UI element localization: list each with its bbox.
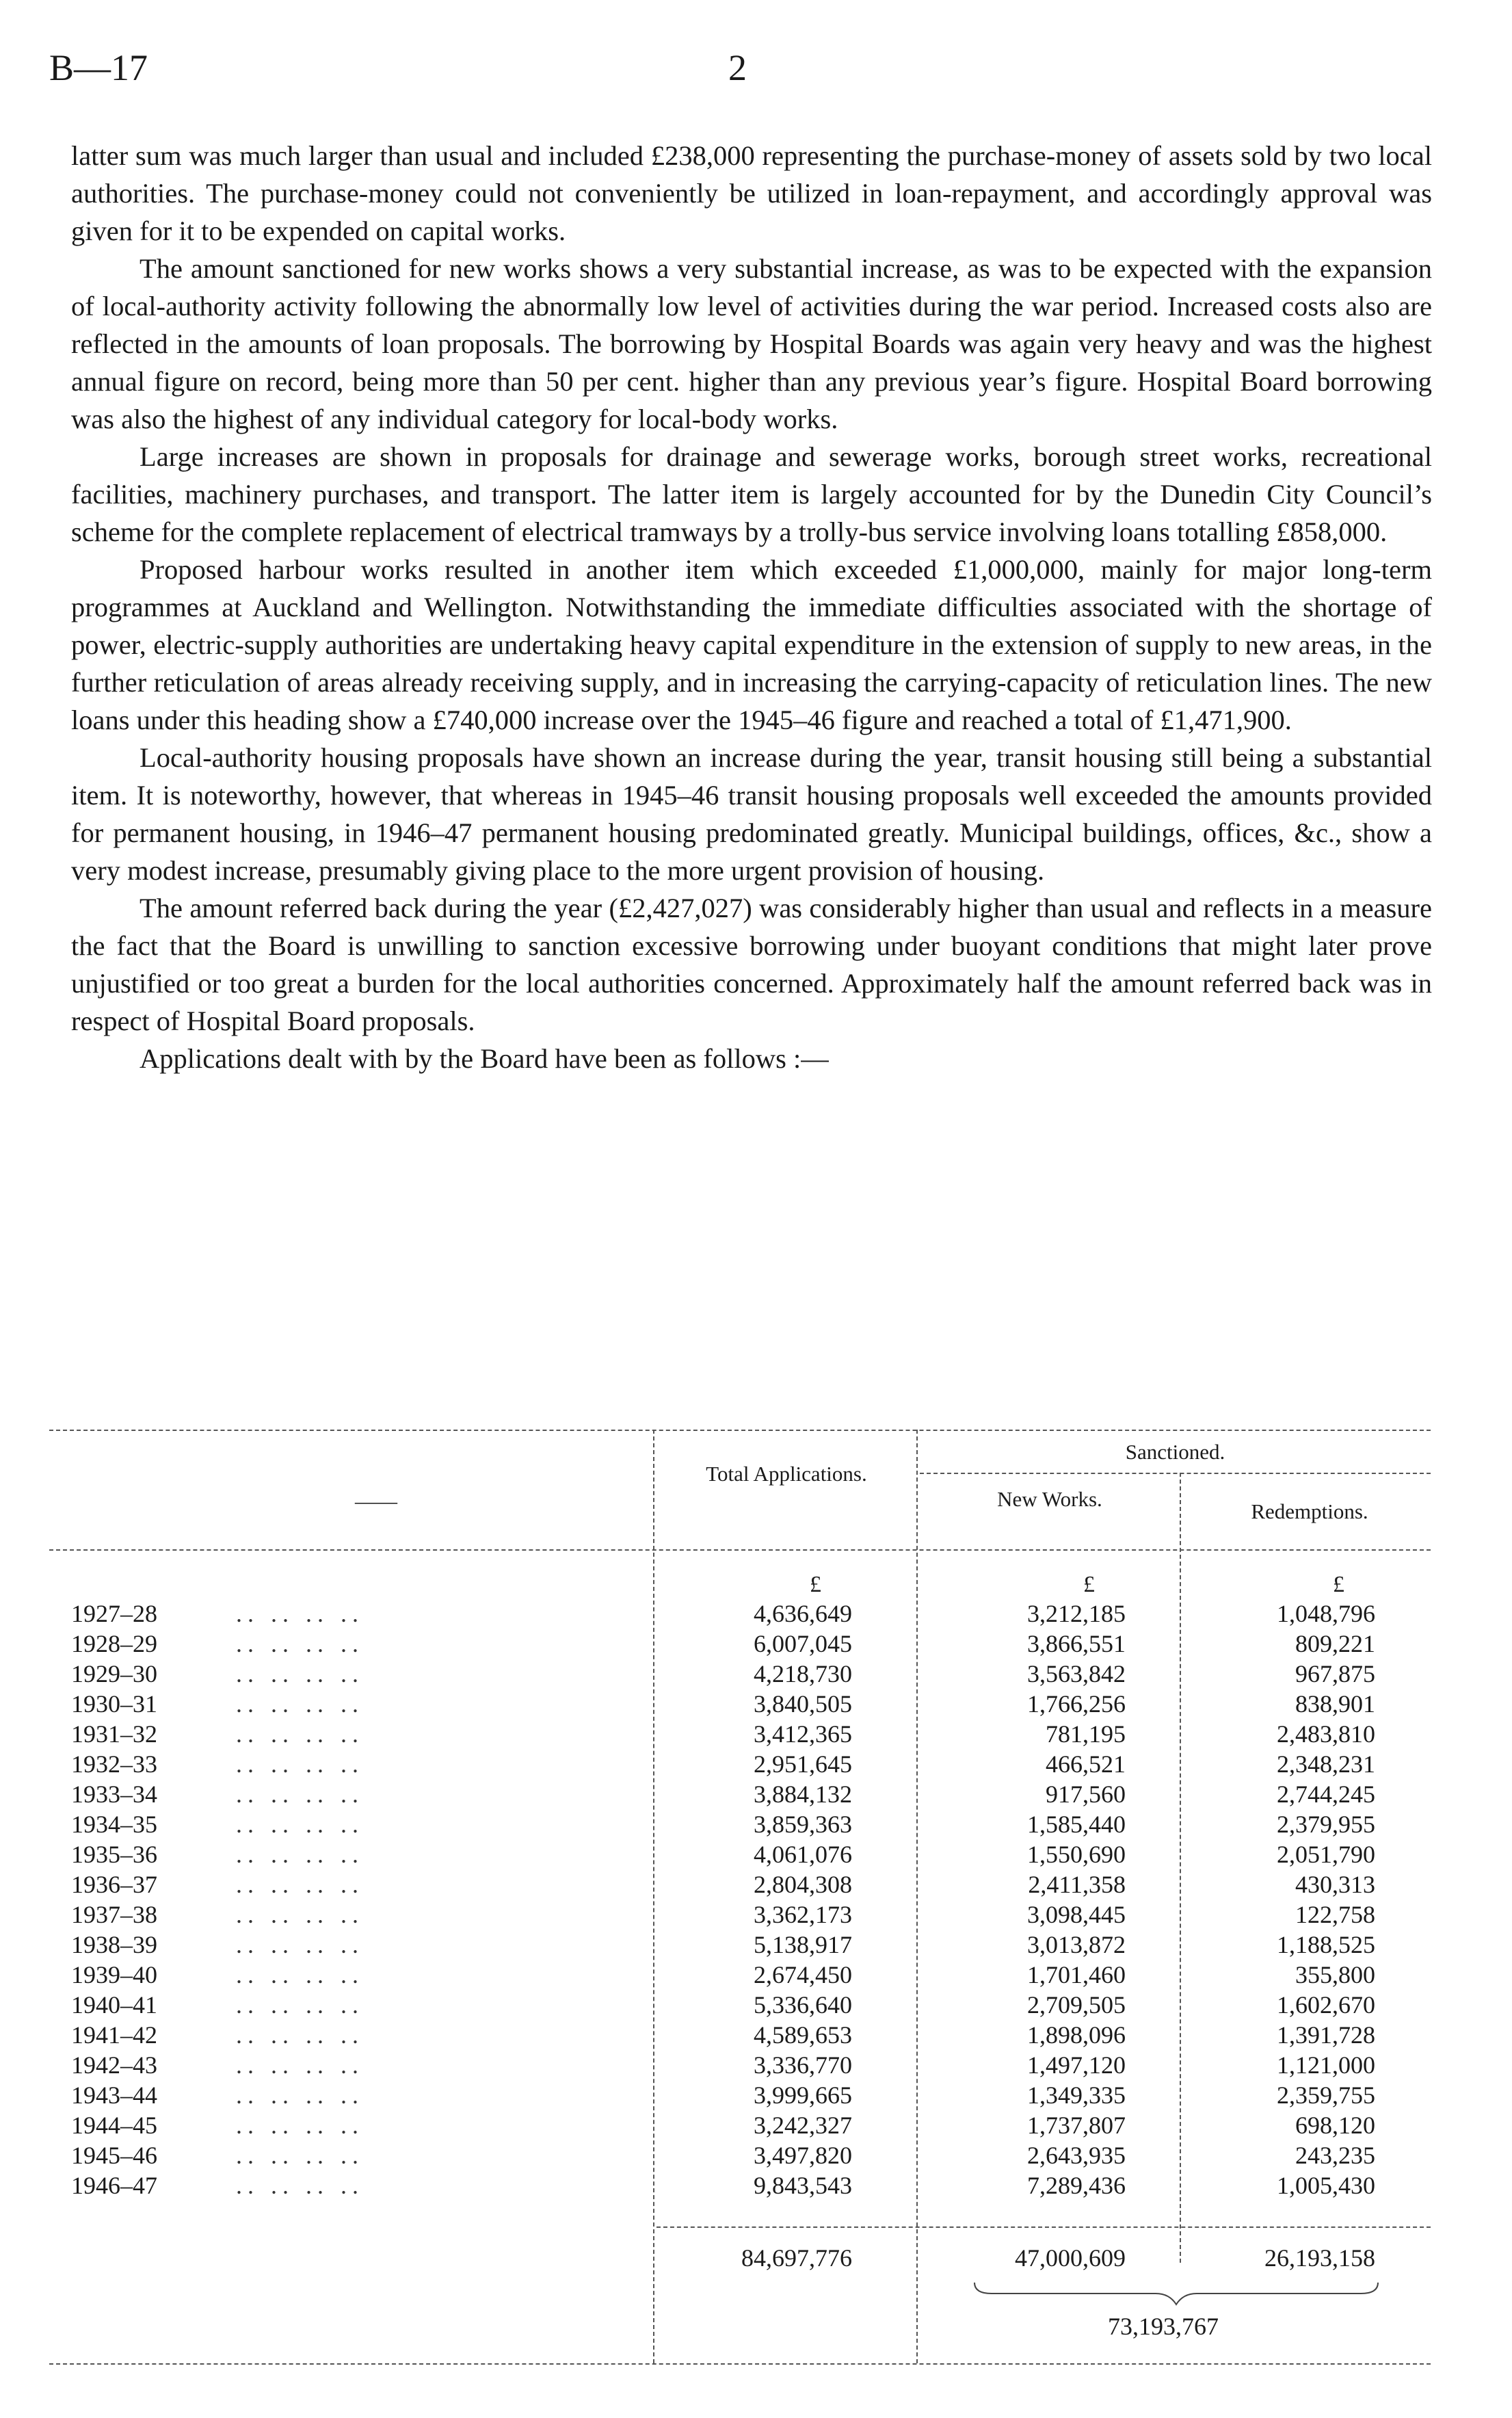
- year-cell: 1945–46: [71, 2142, 157, 2169]
- paragraph: latter sum was much larger than usual and included £238,000 representing the purchase-money of assets sold by two local authorities. The purchase-money could not conveniently be utilized in loan-repayment, and accordingly approval was given for it to be expended on capital works.: [71, 140, 1432, 246]
- new-works-cell: 2,709,505: [1027, 1991, 1126, 2019]
- paragraph: Local-authority housing proposals have shown an increase during the year, transit housing still being a substantial item. It is noteworthy, however, that whereas in 1945–46 transit housing proposals well exceeded the amounts provided for permanent housing, in 1946–47 permanent housing predominated greatly. Municipal buildings, offices, &c., show a very modest increase, presumably giving place to the more urgent provision of housing.: [71, 742, 1432, 886]
- total-cell: 3,840,505: [754, 1690, 852, 1718]
- total-cell: 3,999,665: [754, 2081, 852, 2109]
- table-row: [0, 2111, 1512, 2141]
- total-cell: 3,242,327: [754, 2112, 852, 2139]
- table-row: [0, 1900, 1512, 1930]
- leader-dots: .. .. .. ..: [236, 1811, 364, 1838]
- leader-dots: .. .. .. ..: [236, 1690, 364, 1718]
- table-row: [0, 1629, 1512, 1659]
- page-number: 2: [728, 47, 747, 88]
- redemptions-cell: 2,359,755: [1277, 2081, 1375, 2109]
- year-cell: 1939–40: [71, 1961, 157, 1988]
- table-row: [0, 1720, 1512, 1750]
- total-cell: 4,636,649: [754, 1600, 852, 1627]
- leader-dots: .. .. .. ..: [236, 1600, 364, 1627]
- redemptions-cell: 1,048,796: [1277, 1600, 1375, 1627]
- year-cell: 1936–37: [71, 1871, 157, 1898]
- new-works-cell: 3,563,842: [1027, 1660, 1126, 1687]
- table-row: [0, 1599, 1512, 1629]
- year-cell: 1927–28: [71, 1600, 157, 1627]
- leader-dots: .. .. .. ..: [236, 2021, 364, 2049]
- table-row: [0, 2021, 1512, 2051]
- table-row: [0, 1659, 1512, 1690]
- body-text: [71, 137, 1432, 1077]
- year-column-header: ——: [355, 1489, 397, 1513]
- paragraph: Proposed harbour works resulted in another item which exceeded £1,000,000, mainly for major long-term programmes at Auckland and Wellington. Notwithstanding the immediate difficulties associated with the shortage of power, electric-supply authorities are undertaking heavy capital expenditure in the extension of supply to new areas, in the further reticulation of areas already receiving supply, and in increasing the carrying-capacity of reticulation lines. The new loans under this heading show a £740,000 increase over the 1945–46 figure and reached a total of £1,471,900.: [71, 554, 1432, 735]
- redemptions-cell: 1,391,728: [1277, 2021, 1375, 2049]
- table-top-rule: [49, 1430, 1431, 1431]
- redemptions-cell: 2,379,955: [1277, 1811, 1375, 1838]
- leader-dots: .. .. .. ..: [236, 1720, 364, 1748]
- new-works-cell: 781,195: [1046, 1720, 1126, 1748]
- paragraph: Large increases are shown in proposals for drainage and sewerage works, borough street works, recreational facilities, machinery purchases, and transport. The latter item is largely accounted for by the Dunedin City Council’s scheme for the complete replacement of electrical tramways by a trolly-bus service involving loans totalling £858,000.: [71, 441, 1432, 547]
- redemptions-cell: 430,313: [1295, 1871, 1375, 1898]
- total-cell: 2,951,645: [754, 1750, 852, 1778]
- redemptions-cell: 122,758: [1295, 1901, 1375, 1928]
- table-row: [0, 1690, 1512, 1720]
- year-cell: 1946–47: [71, 2172, 157, 2199]
- table-row: [0, 1840, 1512, 1870]
- new-works-cell: 3,212,185: [1027, 1600, 1126, 1627]
- total-cell: 4,218,730: [754, 1660, 852, 1687]
- new-works-sum: 47,000,609: [1015, 2244, 1126, 2272]
- table-row: [0, 1810, 1512, 1840]
- table-bottom-rule: [49, 2363, 1431, 2365]
- redemptions-cell: 838,901: [1295, 1690, 1375, 1718]
- table-row: [0, 1990, 1512, 2021]
- header-bottom-rule: [49, 1549, 1431, 1551]
- table-row: [0, 1750, 1512, 1780]
- unit-label: £: [1333, 1572, 1344, 1597]
- redemptions-cell: 967,875: [1295, 1660, 1375, 1687]
- redemptions-header: Redemptions.: [1251, 1499, 1368, 1523]
- total-cell: 3,884,132: [754, 1780, 852, 1808]
- redemptions-cell: 1,005,430: [1277, 2172, 1375, 2199]
- unit-label: £: [810, 1572, 821, 1597]
- total-cell: 9,843,543: [754, 2172, 852, 2199]
- year-cell: 1938–39: [71, 1931, 157, 1958]
- leader-dots: .. .. .. ..: [236, 1630, 364, 1657]
- redemptions-cell: 1,121,000: [1277, 2051, 1375, 2079]
- leader-dots: .. .. .. ..: [236, 1660, 364, 1687]
- new-works-cell: 1,898,096: [1027, 2021, 1126, 2049]
- total-cell: 6,007,045: [754, 1630, 852, 1657]
- redemptions-cell: 1,602,670: [1277, 1991, 1375, 2019]
- new-works-cell: 1,585,440: [1027, 1811, 1126, 1838]
- table-row: [0, 1930, 1512, 1960]
- paragraph: The amount referred back during the year (£2,427,027) was considerably higher than usual and reflects in a measure the fact that the Board is unwilling to sanction excessive borrowing under buoyant conditions that might later prove unjustified or too great a burden for the local authorities concerned. Approximately half the amount referred back was in respect of Hospital Board proposals.: [71, 893, 1432, 1036]
- new-works-cell: 917,560: [1046, 1780, 1126, 1808]
- total-applications-header: Total Applications.: [706, 1462, 867, 1486]
- sanctioned-rule: [920, 1473, 1431, 1474]
- total-cell: 2,804,308: [754, 1871, 852, 1898]
- leader-dots: .. .. .. ..: [236, 1991, 364, 2019]
- new-works-cell: 1,701,460: [1027, 1961, 1126, 1988]
- new-works-cell: 1,550,690: [1027, 1841, 1126, 1868]
- table-row: [0, 1780, 1512, 1810]
- sum-brace: [971, 2281, 1381, 2309]
- year-cell: 1931–32: [71, 1720, 157, 1748]
- table-row: [0, 2051, 1512, 2081]
- redemptions-cell: 243,235: [1295, 2142, 1375, 2169]
- redemptions-cell: 2,483,810: [1277, 1720, 1375, 1748]
- total-cell: 3,362,173: [754, 1901, 852, 1928]
- new-works-cell: 466,521: [1046, 1750, 1126, 1778]
- leader-dots: .. .. .. ..: [236, 1901, 364, 1928]
- leader-dots: .. .. .. ..: [236, 1871, 364, 1898]
- year-cell: 1934–35: [71, 1811, 157, 1838]
- new-works-cell: 1,349,335: [1027, 2081, 1126, 2109]
- new-works-cell: 7,289,436: [1027, 2172, 1126, 2199]
- unit-label: £: [1083, 1572, 1095, 1597]
- page-code: B—17: [49, 47, 148, 88]
- total-cell: 5,336,640: [754, 1991, 852, 2019]
- total-cell: 5,138,917: [754, 1931, 852, 1958]
- total-cell: 4,589,653: [754, 2021, 852, 2049]
- year-cell: 1930–31: [71, 1690, 157, 1718]
- new-works-header: New Works.: [997, 1487, 1102, 1511]
- leader-dots: .. .. .. ..: [236, 2081, 364, 2109]
- redemptions-cell: 2,051,790: [1277, 1841, 1375, 1868]
- total-applications-sum: 84,697,776: [741, 2244, 852, 2272]
- brace-path: [974, 2283, 1378, 2304]
- total-cell: 3,412,365: [754, 1720, 852, 1748]
- leader-dots: .. .. .. ..: [236, 1750, 364, 1778]
- redemptions-cell: 698,120: [1295, 2112, 1375, 2139]
- new-works-cell: 1,766,256: [1027, 1690, 1126, 1718]
- redemptions-cell: 355,800: [1295, 1961, 1375, 1988]
- redemptions-cell: 809,221: [1295, 1630, 1375, 1657]
- year-cell: 1928–29: [71, 1630, 157, 1657]
- year-cell: 1942–43: [71, 2051, 157, 2079]
- new-works-cell: 1,737,807: [1027, 2112, 1126, 2139]
- leader-dots: .. .. .. ..: [236, 1841, 364, 1868]
- year-cell: 1940–41: [71, 1991, 157, 2019]
- total-cell: 3,497,820: [754, 2142, 852, 2169]
- leader-dots: .. .. .. ..: [236, 2142, 364, 2169]
- redemptions-cell: 2,744,245: [1277, 1780, 1375, 1808]
- redemptions-cell: 1,188,525: [1277, 1931, 1375, 1958]
- year-cell: 1937–38: [71, 1901, 157, 1928]
- new-works-cell: 2,643,935: [1027, 2142, 1126, 2169]
- table-row: [0, 1960, 1512, 1990]
- sanctioned-grand-total: 73,193,767: [1108, 2313, 1219, 2340]
- new-works-cell: 2,411,358: [1028, 1871, 1126, 1898]
- leader-dots: .. .. .. ..: [236, 2112, 364, 2139]
- table-row: [0, 2081, 1512, 2111]
- leader-dots: .. .. .. ..: [236, 2051, 364, 2079]
- year-cell: 1929–30: [71, 1660, 157, 1687]
- new-works-cell: 1,497,120: [1027, 2051, 1126, 2079]
- table-row: [0, 2171, 1512, 2201]
- leader-dots: .. .. .. ..: [236, 1961, 364, 1988]
- total-cell: 3,859,363: [754, 1811, 852, 1838]
- year-cell: 1944–45: [71, 2112, 157, 2139]
- leader-dots: .. .. .. ..: [236, 2172, 364, 2199]
- sanctioned-header: Sanctioned.: [1125, 1440, 1225, 1464]
- leader-dots: .. .. .. ..: [236, 1931, 364, 1958]
- redemptions-cell: 2,348,231: [1277, 1750, 1375, 1778]
- new-works-cell: 3,013,872: [1027, 1931, 1126, 1958]
- total-cell: 3,336,770: [754, 2051, 852, 2079]
- new-works-cell: 3,098,445: [1027, 1901, 1126, 1928]
- year-cell: 1932–33: [71, 1750, 157, 1778]
- table-row: [0, 1870, 1512, 1900]
- total-cell: 2,674,450: [754, 1961, 852, 1988]
- leader-dots: .. .. .. ..: [236, 1780, 364, 1808]
- year-cell: 1941–42: [71, 2021, 157, 2049]
- totals-row: [0, 2244, 1512, 2274]
- year-cell: 1943–44: [71, 2081, 157, 2109]
- table-row: [0, 2141, 1512, 2171]
- totals-rule: [656, 2226, 1431, 2228]
- redemptions-sum: 26,193,158: [1264, 2244, 1375, 2272]
- total-cell: 4,061,076: [754, 1841, 852, 1868]
- year-cell: 1935–36: [71, 1841, 157, 1868]
- new-works-cell: 3,866,551: [1027, 1630, 1126, 1657]
- paragraph: The amount sanctioned for new works shows a very substantial increase, as was to be expected with the expansion of local-authority activity following the abnormally low level of activities during the war period. Increased costs also are reflected in the amounts of loan proposals. The borrowing by Hospital Boards was again very heavy and was the highest annual figure on record, being more than 50 per cent. higher than any previous year’s figure. Hospital Board borrowing was also the highest of any individual category for local-body works.: [71, 253, 1432, 434]
- year-cell: 1933–34: [71, 1780, 157, 1808]
- paragraph: Applications dealt with by the Board have been as follows :—: [140, 1043, 829, 1074]
